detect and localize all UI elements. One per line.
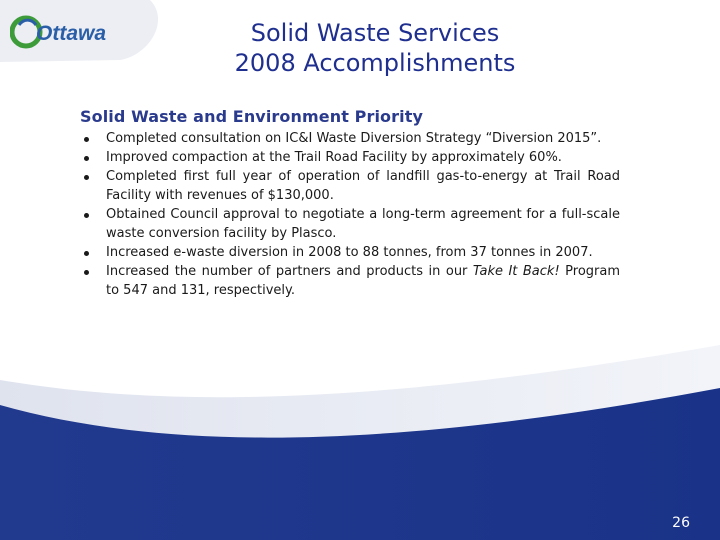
logo-wordmark: Ottawa (36, 22, 107, 45)
ottawa-logo-mark (10, 10, 130, 54)
title-line-1: Solid Waste Services (250, 19, 500, 47)
list-item-text: Completed first full year of operation of landfill gas-to-energy at Trail Road Facility with revenues of $130,000. (106, 169, 620, 203)
bullet-icon (84, 213, 89, 218)
bullet-icon (84, 175, 89, 180)
page-title (190, 18, 560, 78)
list-item (80, 167, 620, 205)
list-item (80, 262, 620, 300)
title-line-2: 2008 Accomplishments (234, 49, 516, 77)
program-name: Take It Back! (472, 264, 560, 279)
list-item-text-start: Increased the number of partners and products in our (106, 264, 473, 279)
list-item-text: Obtained Council approval to negotiate a long-term agreement for a full-scale waste conversion facility by Plasco. (106, 207, 620, 241)
list-item-text: Completed consultation on IC&I Waste Diversion Strategy “Diversion 2015”. (106, 131, 602, 146)
accomplishments-list (80, 129, 620, 300)
list-item-text: Improved compaction at the Trail Road Facility by approximately 60%. (106, 150, 562, 165)
section-heading: Solid Waste and Environment Priority (80, 107, 423, 126)
list-item (80, 148, 620, 167)
list-item-text-end: Program to 547 and 131, respectively. (106, 264, 620, 298)
list-item (80, 243, 620, 262)
ottawa-logo (10, 10, 130, 54)
page-number: 26 (672, 515, 690, 531)
list-item-text: Increased e-waste diversion in 2008 to 88 tonnes, from 37 tonnes in 2007. (106, 245, 593, 260)
list-item (80, 129, 620, 148)
bullet-icon (84, 251, 89, 256)
list-item (80, 205, 620, 243)
bullet-icon (84, 156, 89, 161)
bullet-icon (84, 137, 89, 142)
bullet-icon (84, 270, 89, 275)
